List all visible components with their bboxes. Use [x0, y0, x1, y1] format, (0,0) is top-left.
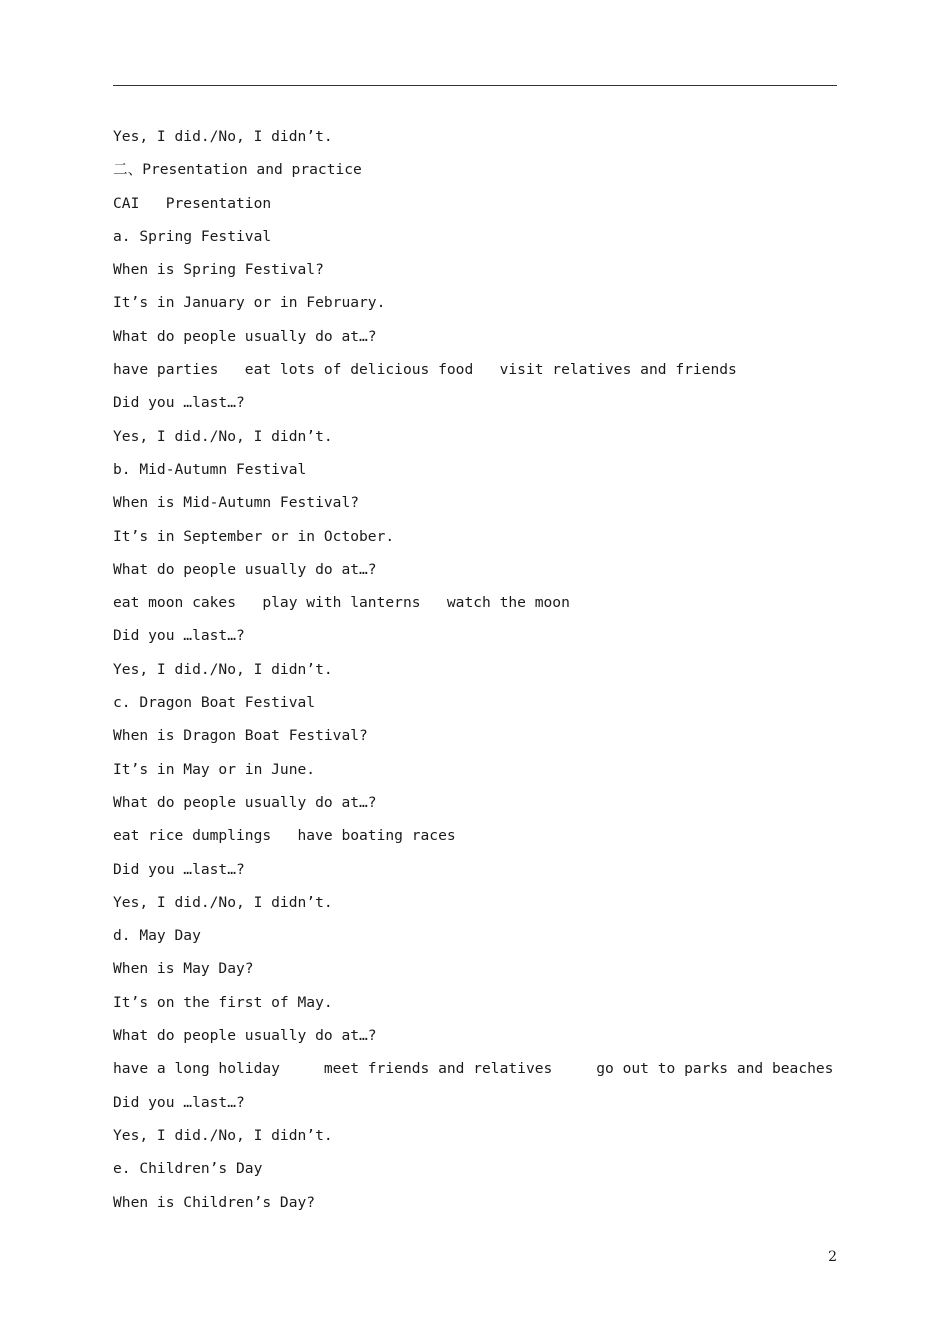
text-line: CAI Presentation [113, 194, 272, 212]
text-line: When is Dragon Boat Festival? [113, 727, 368, 745]
text-line: Yes, I did./No, I didn’t. [113, 128, 333, 145]
text-line: Did you …last…? [113, 1093, 245, 1111]
text-line: Yes, I did./No, I didn’t. [113, 893, 333, 911]
text-line: eat rice dumplings have boating races [113, 827, 456, 845]
text-line: It’s on the first of May. [113, 993, 333, 1011]
text-line: What do people usually do at…? [113, 560, 377, 578]
subsection-heading: c. Dragon Boat Festival [113, 694, 316, 712]
section-heading: 二、Presentation and practice [113, 161, 362, 179]
text-line: Did you …last…? [113, 860, 245, 878]
subsection-heading: b. Mid-Autumn Festival [113, 460, 307, 478]
text-line: It’s in September or in October. [113, 527, 395, 545]
text-line: What do people usually do at…? [113, 1027, 377, 1045]
header-rule [113, 85, 837, 86]
text-line: Did you …last…? [113, 394, 245, 412]
text-line: Yes, I did./No, I didn’t. [113, 427, 333, 445]
text-line: What do people usually do at…? [113, 327, 377, 345]
text-line: What do people usually do at…? [113, 793, 377, 811]
page-number: 2 [828, 1249, 837, 1265]
subsection-heading: e. Children’s Day [113, 1160, 263, 1178]
text-line: It’s in January or in February. [113, 294, 386, 312]
document-body [113, 123, 837, 1222]
text-line: Yes, I did./No, I didn’t. [113, 660, 333, 678]
text-line: When is Mid-Autumn Festival? [113, 494, 360, 512]
subsection-heading: a. Spring Festival [113, 227, 272, 245]
text-line: It’s in May or in June. [113, 760, 316, 778]
text-line: Did you …last…? [113, 627, 245, 645]
text-line: have parties eat lots of delicious food visit relatives and friends [113, 361, 737, 379]
text-line: When is May Day? [113, 960, 254, 978]
text-line: When is Spring Festival? [113, 261, 324, 279]
text-line: Yes, I did./No, I didn’t. [113, 1126, 333, 1144]
text-line: When is Children’s Day? [113, 1193, 316, 1211]
subsection-heading: d. May Day [113, 927, 201, 945]
text-line: eat moon cakes play with lanterns watch the moon [113, 594, 570, 612]
text-line: have a long holiday meet friends and relatives go out to parks and beaches [113, 1060, 834, 1078]
